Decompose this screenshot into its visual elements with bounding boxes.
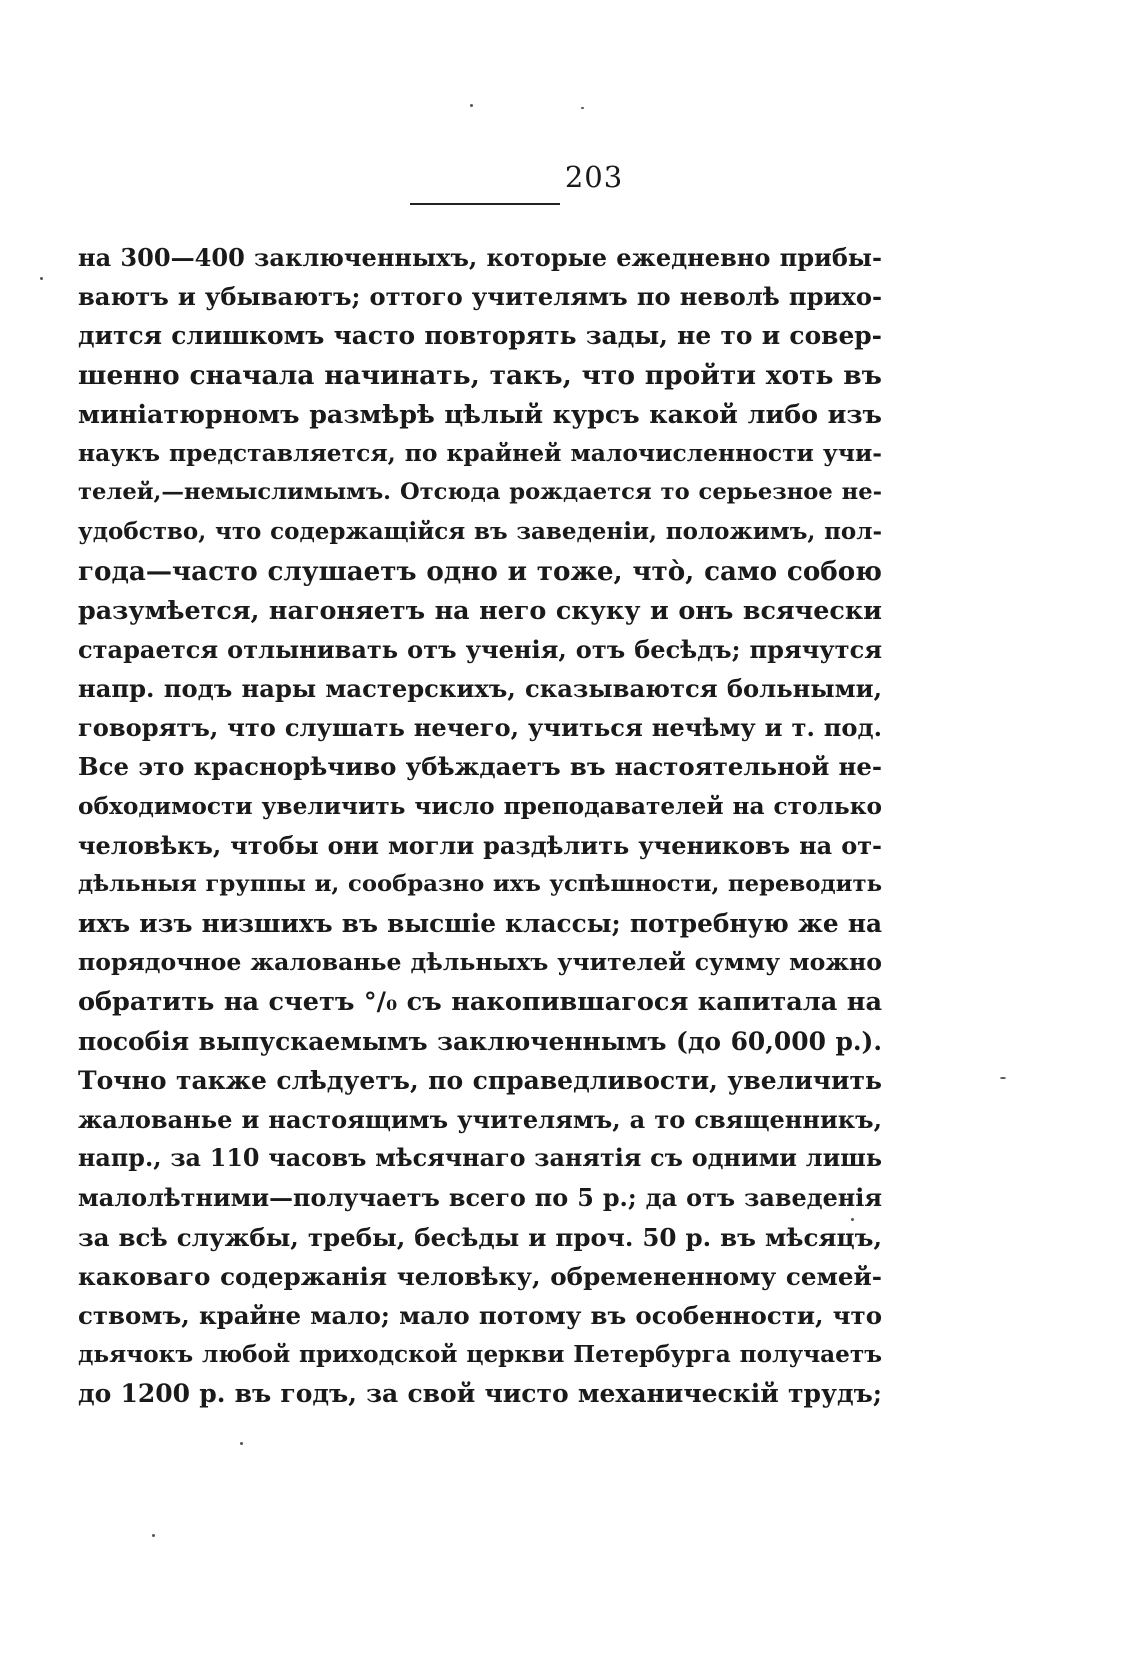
text-line-5: миніатюрномъ размѣрѣ цѣлый курсъ какой либо изъ	[78, 398, 882, 429]
page-number: 203	[564, 160, 624, 194]
text-line-20: обратить на счетъ °/₀ съ накопившагося капитала на	[78, 986, 882, 1017]
header-rule	[410, 203, 560, 205]
text-line-12: напр. подъ нары мастерскихъ, сказываются больными,	[78, 674, 882, 704]
text-line-2: ваютъ и убываютъ; оттого учителямъ по неволѣ прихо-	[78, 282, 882, 312]
text-line-9: года—часто слушаетъ одно и тоже, что̀, само собою	[78, 555, 882, 587]
text-line-25: малолѣтними—получаетъ всего по 5 р.; да отъ заведенія	[78, 1183, 882, 1212]
text-line-4: шенно сначала начинать, такъ, что пройти хоть въ	[78, 359, 882, 391]
text-line-6: наукъ представляется, по крайней малочисленности учи-	[78, 438, 882, 467]
text-line-26: за всѣ службы, требы, бесѣды и проч. 50 р. въ мѣсяцъ,	[78, 1222, 882, 1252]
text-line-24: напр., за 110 часовъ мѣсячнаго занятія съ одними лишь	[78, 1144, 882, 1173]
text-line-10: разумѣется, нагоняетъ на него скуку и онъ всячески	[78, 594, 882, 625]
text-line-21: пособія выпускаемымъ заключеннымъ (до 60,000 р.).	[78, 1026, 882, 1056]
scan-speck	[581, 107, 584, 109]
text-line-22: Точно также слѣдуетъ, по справедливости, увеличить	[78, 1065, 882, 1095]
scan-speck	[851, 1218, 854, 1221]
text-line-13: говорятъ, что слушать нечего, учиться нечѣму и т. под.	[78, 713, 882, 743]
text-line-28: ствомъ, крайне мало; мало потому въ особенности, что	[78, 1301, 882, 1331]
scan-speck	[240, 1442, 243, 1445]
text-line-7: телей,—немыслимымъ. Отсюда рождается то серьезное не-	[78, 479, 882, 506]
text-line-8: удобство, что содержащійся въ заведеніи, положимъ, пол-	[78, 518, 882, 546]
text-line-15: обходимости увеличить число преподавателей на столько	[78, 792, 882, 820]
scan-speck	[1000, 1077, 1006, 1079]
scan-speck	[40, 277, 43, 280]
text-line-16: человѣкъ, чтобы они могли раздѣлить учениковъ на от-	[78, 830, 882, 860]
text-line-18: ихъ изъ низшихъ въ высшіе классы; потребную же на	[78, 909, 882, 939]
text-line-11: старается отлынивать отъ ученія, отъ бесѣдъ; прячутся	[78, 634, 882, 664]
body-text	[78, 238, 882, 1414]
text-line-14: Все это краснорѣчиво убѣждаетъ въ настоятельной не-	[78, 752, 882, 782]
text-line-29: дьячокъ любой приходской церкви Петербурга получаетъ	[78, 1341, 882, 1369]
text-line-27: каковаго содержанія человѣку, обремененному семей-	[78, 1261, 882, 1291]
text-line-17: дѣльныя группы и, сообразно ихъ успѣшности, переводить	[78, 871, 882, 897]
scan-speck	[470, 104, 473, 107]
text-line-19: порядочное жалованье дѣльныхъ учителей сумму можно	[78, 948, 882, 977]
scan-speck	[152, 1534, 155, 1537]
text-line-3: дится слишкомъ часто повторять зады, не то и совер-	[78, 321, 882, 351]
text-line-23: жалованье и настоящимъ учителямъ, а то священникъ,	[78, 1105, 882, 1135]
text-line-30: до 1200 р. въ годъ, за свой чисто механическій трудъ;	[78, 1379, 882, 1409]
text-line-1: на 300—400 заключенныхъ, которые ежедневно прибы-	[78, 243, 882, 272]
